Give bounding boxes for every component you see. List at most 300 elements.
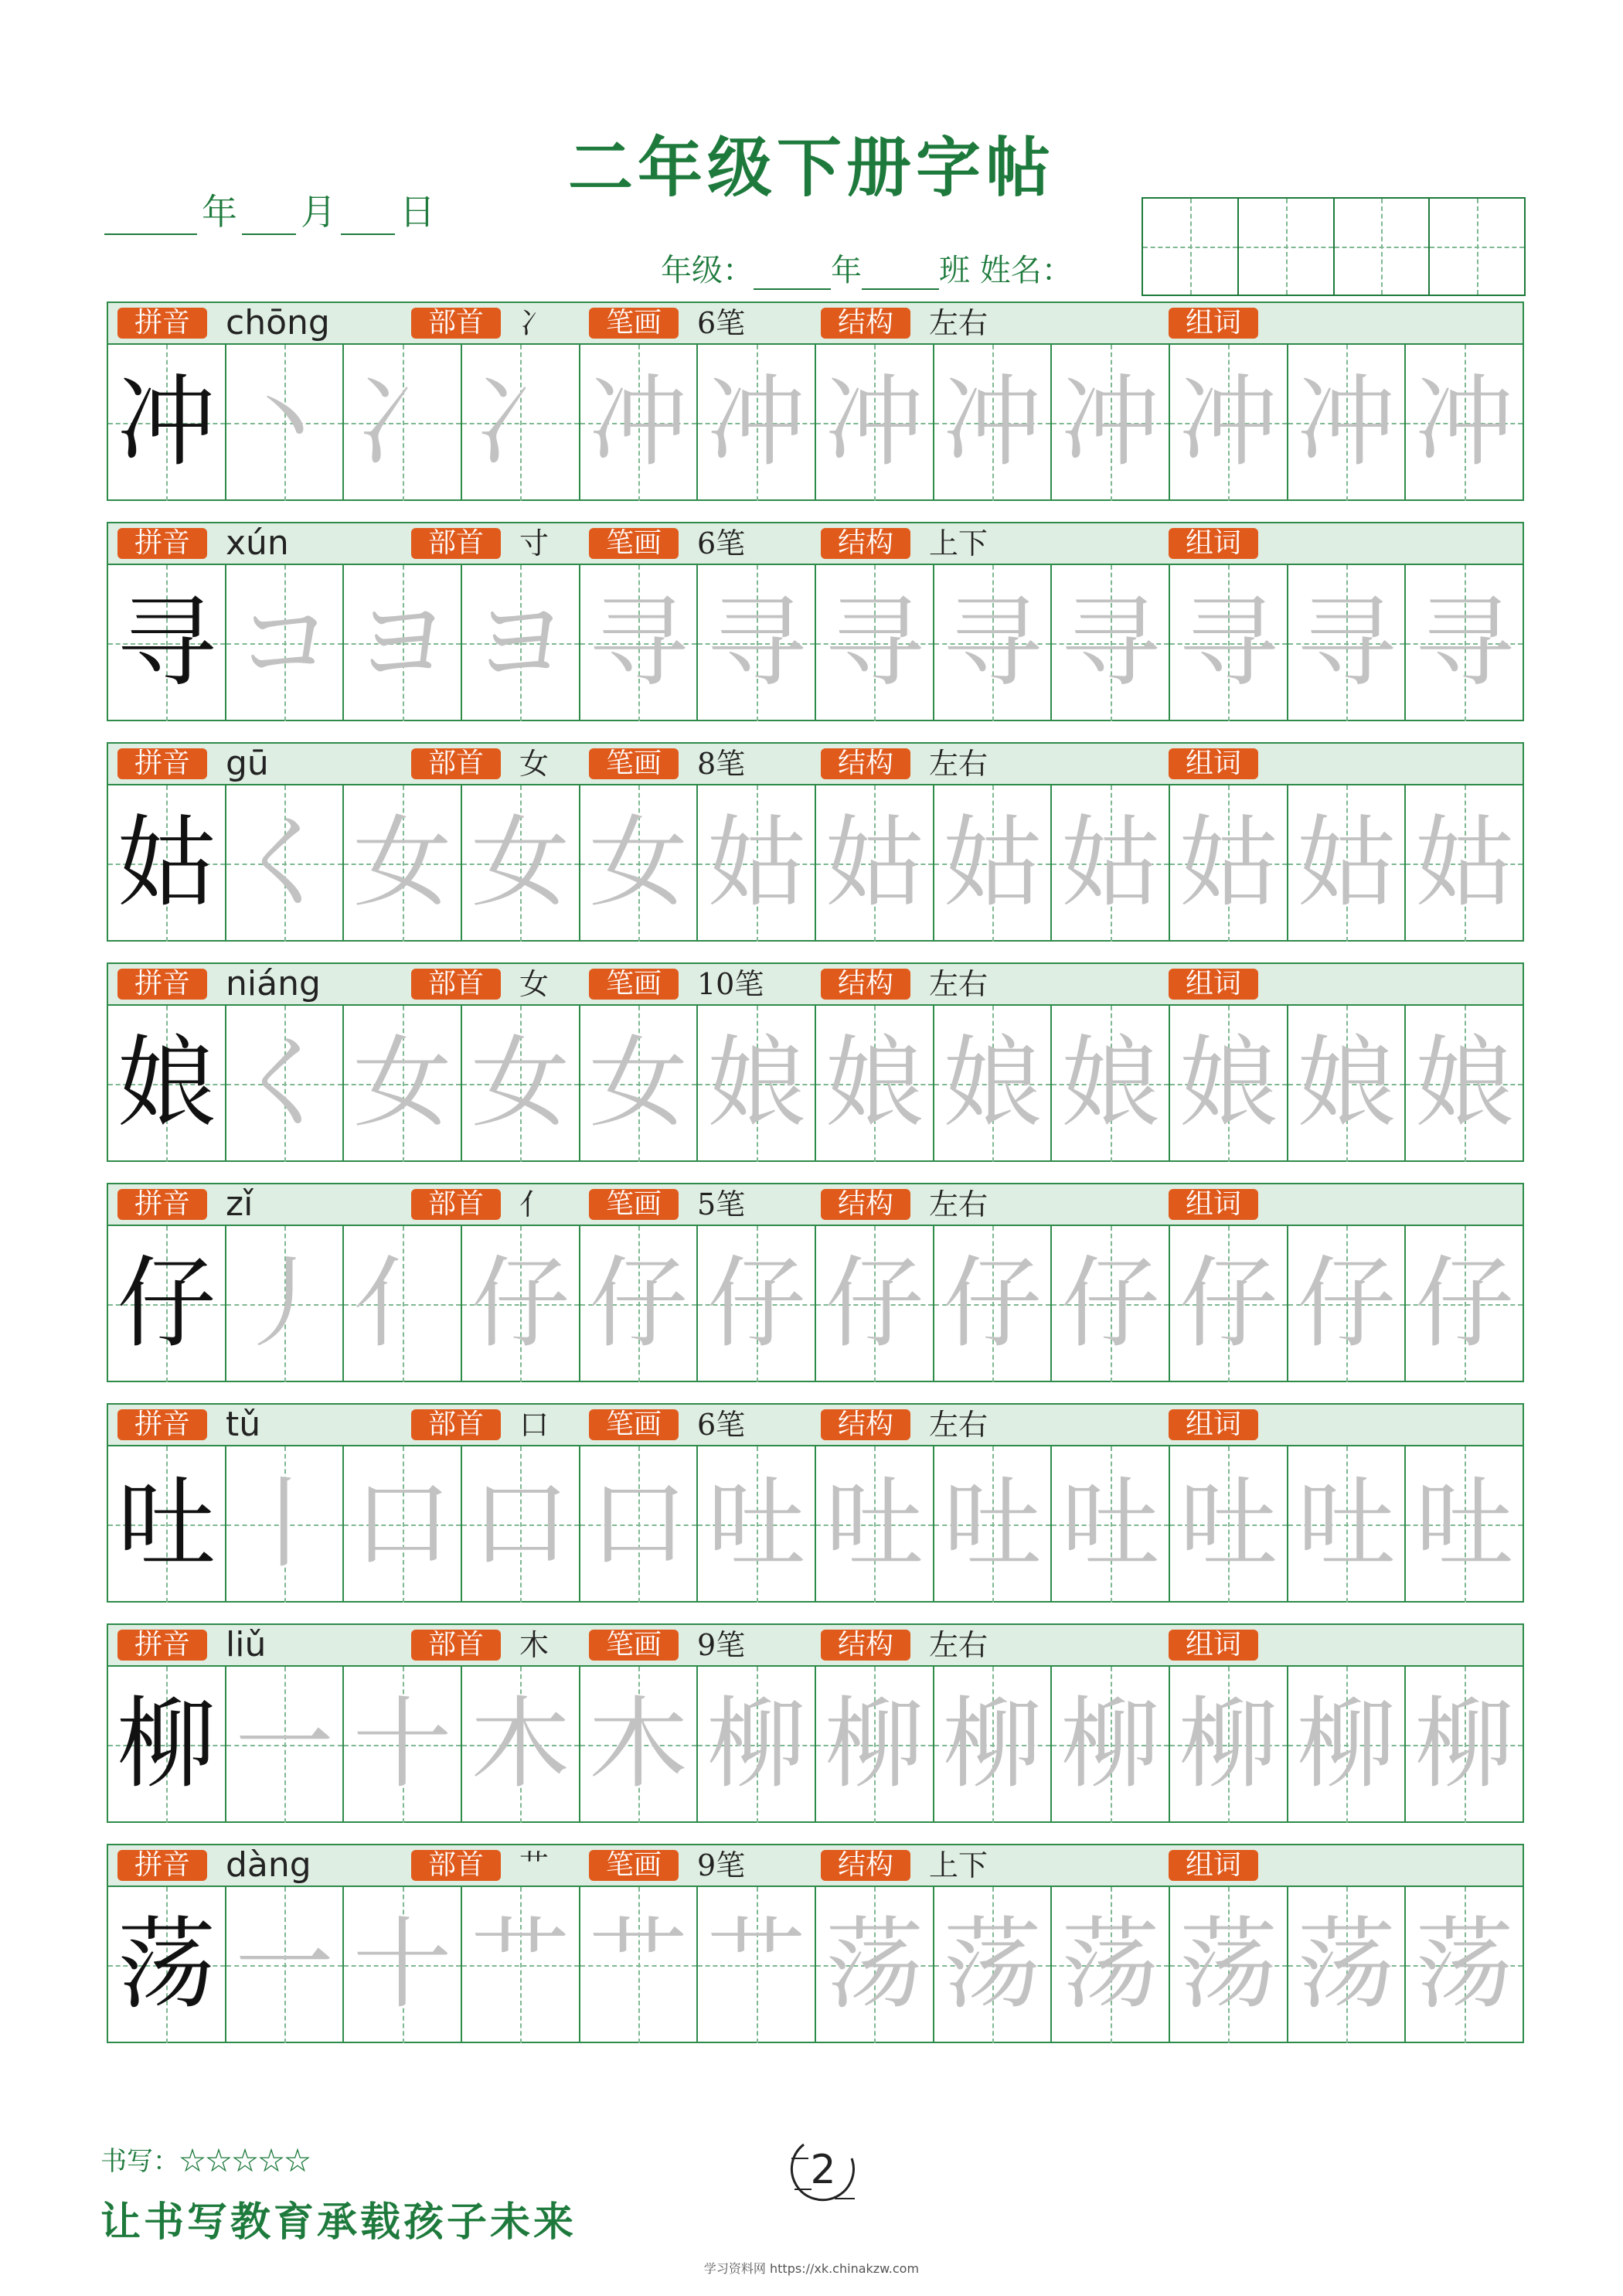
trace-stroke: 柳	[706, 1687, 806, 1802]
structure-tag: 结构	[821, 1630, 910, 1661]
trace-stroke: 仔	[706, 1246, 806, 1361]
day-blank[interactable]	[341, 198, 395, 235]
name-writing-boxes[interactable]	[1142, 197, 1526, 296]
trace-stroke: 寻	[1179, 585, 1278, 700]
trace-cell[interactable]	[344, 565, 462, 721]
trace-cell[interactable]	[698, 1667, 816, 1823]
trace-cell[interactable]	[226, 1887, 345, 2043]
strokes-value: 6笔	[697, 306, 746, 340]
trace-stroke: 十	[352, 1687, 452, 1802]
trace-stroke: 寻	[589, 585, 689, 700]
trace-stroke: 吐	[943, 1467, 1043, 1582]
trace-cell[interactable]	[226, 785, 345, 942]
trace-stroke: 娘	[825, 1026, 924, 1141]
trace-cell[interactable]	[580, 1006, 699, 1162]
structure-tag: 结构	[821, 528, 910, 559]
trace-cell[interactable]	[1170, 1446, 1288, 1603]
trace-cell[interactable]	[344, 1667, 462, 1823]
trace-stroke: 艹	[706, 1907, 806, 2022]
trace-cell[interactable]	[580, 345, 699, 501]
trace-cell[interactable]	[816, 1226, 934, 1382]
trace-stroke: 冫	[471, 365, 570, 480]
trace-cell[interactable]	[1052, 565, 1170, 721]
strokes-tag: 笔画	[589, 1409, 679, 1440]
trace-cell[interactable]	[1288, 345, 1407, 501]
trace-stroke: 十	[352, 1907, 452, 2022]
trace-cell[interactable]	[1170, 565, 1288, 721]
trace-stroke: 姑	[825, 806, 924, 921]
radical-value: 艹	[519, 1848, 550, 1882]
structure-value: 左右	[929, 306, 988, 340]
trace-stroke: 仔	[825, 1246, 924, 1361]
model-char-cell	[108, 1006, 226, 1162]
trace-cell[interactable]	[934, 785, 1053, 942]
structure-value: 左右	[929, 1187, 988, 1221]
trace-stroke: 吐	[1060, 1467, 1160, 1582]
radical-tag: 部首	[411, 969, 501, 1000]
trace-cell[interactable]	[344, 1006, 462, 1162]
strokes-value: 6笔	[697, 526, 746, 560]
writing-grid	[108, 1006, 1523, 1162]
trace-cell[interactable]	[816, 1446, 934, 1603]
trace-stroke: 木	[471, 1687, 570, 1802]
pinyin-value: dàng	[226, 1845, 311, 1885]
char-info-bar	[108, 744, 1523, 785]
writing-rating: 书写：☆☆☆☆☆	[100, 2146, 311, 2177]
trace-cell[interactable]	[698, 1226, 816, 1382]
trace-cell[interactable]	[934, 345, 1053, 501]
model-character: 冲	[117, 365, 216, 480]
trace-cell[interactable]	[1052, 1887, 1170, 2043]
char-block	[107, 1403, 1524, 1603]
trace-stroke: 娘	[706, 1026, 806, 1141]
date-line	[104, 184, 440, 235]
trace-cell[interactable]	[1288, 1006, 1407, 1162]
trace-stroke: 柳	[943, 1687, 1043, 1802]
trace-cell[interactable]	[462, 1446, 580, 1603]
trace-cell[interactable]	[580, 1226, 699, 1382]
trace-cell[interactable]	[462, 1006, 580, 1162]
slogan: 让书写教育承载孩子未来	[100, 2199, 577, 2246]
trace-stroke: 荡	[943, 1907, 1043, 2022]
words-tag: 组词	[1169, 748, 1258, 779]
model-char-cell	[108, 785, 226, 942]
trace-stroke: 荡	[825, 1907, 924, 2022]
trace-stroke: 柳	[1179, 1687, 1278, 1802]
trace-stroke: 口	[352, 1467, 452, 1582]
radical-tag: 部首	[411, 1850, 501, 1881]
model-character: 寻	[117, 585, 216, 700]
trace-stroke: 丶	[235, 365, 335, 480]
trace-cell[interactable]	[698, 1887, 816, 2043]
trace-stroke: 荡	[1297, 1907, 1397, 2022]
structure-tag: 结构	[821, 308, 910, 339]
trace-stroke: 丨	[235, 1467, 335, 1582]
char-block	[107, 1183, 1524, 1382]
trace-cell[interactable]	[462, 1667, 580, 1823]
trace-stroke: 女	[471, 806, 570, 921]
trace-cell[interactable]	[1052, 345, 1170, 501]
trace-cell[interactable]	[698, 785, 816, 942]
pinyin-tag: 拼音	[117, 1409, 207, 1440]
char-info-bar	[108, 1405, 1523, 1446]
words-tag: 组词	[1169, 528, 1258, 559]
char-block	[107, 1623, 1524, 1823]
name-box[interactable]	[1239, 199, 1335, 295]
pinyin-value: xún	[226, 523, 289, 563]
page-number: 2	[781, 2127, 866, 2213]
char-info-bar	[108, 964, 1523, 1006]
name-box[interactable]	[1430, 199, 1524, 295]
trace-cell[interactable]	[226, 1006, 345, 1162]
writing-grid	[108, 345, 1523, 501]
trace-stroke: 女	[589, 806, 689, 921]
trace-stroke: 冲	[1414, 365, 1514, 480]
trace-cell[interactable]	[462, 785, 580, 942]
structure-tag: 结构	[821, 1189, 910, 1220]
structure-value: 左右	[929, 747, 988, 781]
trace-cell[interactable]	[816, 345, 934, 501]
trace-stroke: 寻	[825, 585, 924, 700]
radical-value: 女	[519, 967, 550, 1001]
trace-stroke: 柳	[1414, 1687, 1514, 1802]
pinyin-tag: 拼音	[117, 748, 207, 779]
char-block	[107, 1844, 1524, 2043]
structure-value: 上下	[929, 1848, 988, 1882]
trace-stroke: く	[235, 806, 335, 921]
trace-stroke: 口	[589, 1467, 689, 1582]
grade-blank[interactable]	[754, 257, 831, 290]
trace-cell[interactable]	[1170, 1226, 1288, 1382]
name-box[interactable]	[1335, 199, 1431, 295]
char-block	[107, 962, 1524, 1162]
trace-cell[interactable]	[226, 1446, 345, 1603]
trace-cell[interactable]	[1052, 1006, 1170, 1162]
model-character: 姑	[117, 806, 216, 921]
trace-stroke: 姑	[1060, 806, 1160, 921]
pinyin-tag: 拼音	[117, 1850, 207, 1881]
trace-cell[interactable]	[1406, 1006, 1523, 1162]
trace-stroke: 寻	[943, 585, 1043, 700]
trace-stroke: 女	[471, 1026, 570, 1141]
strokes-tag: 笔画	[589, 748, 679, 779]
strokes-tag: 笔画	[589, 1189, 679, 1220]
pinyin-value: niáng	[226, 964, 321, 1003]
trace-stroke: 冲	[706, 365, 806, 480]
trace-cell[interactable]	[816, 1006, 934, 1162]
char-block	[107, 522, 1524, 721]
trace-stroke: 娘	[943, 1026, 1043, 1141]
pinyin-tag: 拼音	[117, 528, 207, 559]
trace-cell[interactable]	[1406, 345, 1523, 501]
trace-stroke: 吐	[1179, 1467, 1278, 1582]
strokes-value: 10笔	[697, 967, 764, 1001]
pinyin-tag: 拼音	[117, 1630, 207, 1661]
trace-stroke: 荡	[1060, 1907, 1160, 2022]
trace-cell[interactable]	[344, 785, 462, 942]
radical-value: 口	[519, 1408, 550, 1442]
trace-cell[interactable]	[580, 785, 699, 942]
radical-tag: 部首	[411, 1189, 501, 1220]
nian-label: 年	[831, 253, 862, 288]
month-label: 月	[301, 191, 336, 233]
practice-blocks	[107, 301, 1524, 2064]
pinyin-value: chōng	[226, 303, 330, 342]
strokes-value: 6笔	[697, 1408, 746, 1442]
pinyin-value: tǔ	[226, 1405, 261, 1444]
trace-stroke: 吐	[1297, 1467, 1397, 1582]
trace-cell[interactable]	[226, 1226, 345, 1382]
trace-stroke: 柳	[1060, 1687, 1160, 1802]
radical-tag: 部首	[411, 308, 501, 339]
student-info-line	[661, 246, 1073, 290]
trace-stroke: 仔	[1297, 1246, 1397, 1361]
trace-stroke: 丿	[235, 1246, 335, 1361]
trace-stroke: 口	[471, 1467, 570, 1582]
radical-value: 冫	[519, 306, 550, 340]
trace-cell[interactable]	[1052, 1446, 1170, 1603]
char-info-bar	[108, 523, 1523, 565]
trace-stroke: 娘	[1179, 1026, 1278, 1141]
strokes-value: 9笔	[697, 1848, 746, 1882]
trace-stroke: 柳	[825, 1687, 924, 1802]
strokes-value: 8笔	[697, 747, 746, 781]
trace-cell[interactable]	[1288, 1887, 1407, 2043]
structure-tag: 结构	[821, 1850, 910, 1881]
trace-stroke: 艹	[589, 1907, 689, 2022]
trace-cell[interactable]	[698, 345, 816, 501]
char-block	[107, 301, 1524, 501]
radical-value: 女	[519, 747, 550, 781]
trace-stroke: 荡	[1414, 1907, 1514, 2022]
trace-stroke: 一	[235, 1687, 335, 1802]
writing-grid	[108, 1226, 1523, 1382]
trace-cell[interactable]	[934, 565, 1053, 721]
month-blank[interactable]	[242, 198, 296, 235]
trace-cell[interactable]	[1170, 1006, 1288, 1162]
trace-cell[interactable]	[1170, 1887, 1288, 2043]
model-char-cell	[108, 1226, 226, 1382]
trace-stroke: 寻	[706, 585, 806, 700]
trace-cell[interactable]	[344, 345, 462, 501]
ban-label: 班	[939, 253, 970, 288]
trace-cell[interactable]	[1406, 1226, 1523, 1382]
strokes-tag: 笔画	[589, 308, 679, 339]
char-info-bar	[108, 1625, 1523, 1667]
trace-cell[interactable]	[1288, 1446, 1407, 1603]
trace-stroke: 吐	[1414, 1467, 1514, 1582]
trace-cell[interactable]	[1170, 1667, 1288, 1823]
trace-stroke: 冲	[1060, 365, 1160, 480]
radical-value: 亻	[519, 1187, 550, 1221]
writing-grid	[108, 785, 1523, 942]
trace-cell[interactable]	[226, 1667, 345, 1823]
char-info-bar	[108, 1184, 1523, 1226]
year-label: 年	[202, 191, 237, 233]
words-tag: 组词	[1169, 1409, 1258, 1440]
radical-tag: 部首	[411, 1630, 501, 1661]
page-title: 二年级下册字帖	[567, 129, 1055, 206]
trace-stroke: 仔	[589, 1246, 689, 1361]
trace-cell[interactable]	[816, 1667, 934, 1823]
trace-cell[interactable]	[1288, 1226, 1407, 1382]
structure-tag: 结构	[821, 1409, 910, 1440]
trace-cell[interactable]	[934, 1887, 1053, 2043]
trace-stroke: 柳	[1297, 1687, 1397, 1802]
trace-cell[interactable]	[698, 1446, 816, 1603]
pinyin-value: gū	[226, 744, 269, 783]
trace-cell[interactable]	[580, 1446, 699, 1603]
model-char-cell	[108, 345, 226, 501]
writing-grid	[108, 1887, 1523, 2043]
trace-cell[interactable]	[1406, 565, 1523, 721]
trace-stroke: 寻	[1297, 585, 1397, 700]
words-tag: 组词	[1169, 1850, 1258, 1881]
pinyin-value: zǐ	[226, 1184, 253, 1224]
trace-cell[interactable]	[1052, 1667, 1170, 1823]
trace-cell[interactable]	[934, 1006, 1053, 1162]
trace-cell[interactable]	[1288, 785, 1407, 942]
trace-cell[interactable]	[934, 1226, 1053, 1382]
structure-value: 左右	[929, 1628, 988, 1662]
trace-cell[interactable]	[1406, 1887, 1523, 2043]
model-character: 娘	[117, 1026, 216, 1141]
strokes-value: 5笔	[697, 1187, 746, 1221]
trace-stroke: 姑	[1179, 806, 1278, 921]
trace-stroke: 姑	[706, 806, 806, 921]
radical-tag: 部首	[411, 1409, 501, 1440]
trace-cell[interactable]	[698, 1006, 816, 1162]
trace-cell[interactable]	[1406, 785, 1523, 942]
strokes-tag: 笔画	[589, 1850, 679, 1881]
radical-value: 寸	[519, 526, 550, 560]
trace-cell[interactable]	[816, 1887, 934, 2043]
trace-cell[interactable]	[1406, 1446, 1523, 1603]
trace-stroke: 娘	[1297, 1026, 1397, 1141]
watermark: 学习资料网 https://xk.chinakzw.com	[703, 2261, 920, 2276]
structure-value: 左右	[929, 1408, 988, 1442]
trace-stroke: 女	[589, 1026, 689, 1141]
trace-cell[interactable]	[1052, 785, 1170, 942]
trace-stroke: 寻	[1060, 585, 1160, 700]
radical-value: 木	[519, 1628, 550, 1662]
trace-cell[interactable]	[1288, 565, 1407, 721]
trace-stroke: 冲	[1297, 365, 1397, 480]
trace-stroke: コ	[235, 585, 335, 700]
model-character: 荡	[117, 1907, 216, 2022]
trace-stroke: 吐	[706, 1467, 806, 1582]
words-tag: 组词	[1169, 1630, 1258, 1661]
name-box[interactable]	[1143, 199, 1239, 295]
structure-value: 上下	[929, 526, 988, 560]
model-character: 仔	[117, 1246, 216, 1361]
trace-stroke: 姑	[1414, 806, 1514, 921]
trace-stroke: 仔	[1179, 1246, 1278, 1361]
writing-grid	[108, 565, 1523, 721]
trace-cell[interactable]	[580, 1887, 699, 2043]
structure-tag: 结构	[821, 969, 910, 1000]
pinyin-tag: 拼音	[117, 969, 207, 1000]
trace-cell[interactable]	[1170, 785, 1288, 942]
trace-stroke: 寻	[1414, 585, 1514, 700]
trace-stroke: 冲	[825, 365, 924, 480]
model-char-cell	[108, 1667, 226, 1823]
model-char-cell	[108, 1887, 226, 2043]
trace-cell[interactable]	[934, 1667, 1053, 1823]
trace-stroke: 亻	[352, 1246, 452, 1361]
trace-cell[interactable]	[698, 565, 816, 721]
trace-cell[interactable]	[1170, 345, 1288, 501]
trace-cell[interactable]	[462, 565, 580, 721]
trace-stroke: 姑	[943, 806, 1043, 921]
trace-cell[interactable]	[934, 1446, 1053, 1603]
trace-cell[interactable]	[462, 1226, 580, 1382]
trace-cell[interactable]	[580, 1667, 699, 1823]
trace-cell[interactable]	[462, 1887, 580, 2043]
trace-cell[interactable]	[344, 1887, 462, 2043]
day-label: 日	[400, 191, 435, 233]
trace-stroke: 娘	[1060, 1026, 1160, 1141]
trace-cell[interactable]	[226, 345, 345, 501]
trace-cell[interactable]	[816, 785, 934, 942]
trace-cell[interactable]	[462, 345, 580, 501]
structure-value: 左右	[929, 967, 988, 1001]
writing-grid	[108, 1446, 1523, 1603]
trace-cell[interactable]	[816, 565, 934, 721]
writing-grid	[108, 1667, 1523, 1823]
char-block	[107, 742, 1524, 942]
name-label: 姓名：	[979, 253, 1073, 288]
trace-cell[interactable]	[344, 1226, 462, 1382]
trace-stroke: ヨ	[352, 585, 452, 700]
trace-stroke: 荡	[1179, 1907, 1278, 2022]
model-character: 柳	[117, 1687, 216, 1802]
strokes-tag: 笔画	[589, 1630, 679, 1661]
trace-cell[interactable]	[1288, 1667, 1407, 1823]
words-tag: 组词	[1169, 969, 1258, 1000]
char-info-bar	[108, 1845, 1523, 1887]
year-blank[interactable]	[104, 198, 197, 235]
structure-tag: 结构	[821, 748, 910, 779]
trace-cell[interactable]	[1052, 1226, 1170, 1382]
trace-stroke: 仔	[943, 1246, 1043, 1361]
trace-stroke: く	[235, 1026, 335, 1141]
trace-stroke: 冲	[1179, 365, 1278, 480]
words-tag: 组词	[1169, 1189, 1258, 1220]
trace-stroke: 冫	[352, 365, 452, 480]
model-char-cell	[108, 565, 226, 721]
trace-cell[interactable]	[580, 565, 699, 721]
pinyin-value: liǔ	[226, 1625, 267, 1664]
trace-stroke: 仔	[471, 1246, 570, 1361]
class-blank[interactable]	[862, 257, 939, 290]
trace-stroke: 一	[235, 1907, 335, 2022]
trace-cell[interactable]	[344, 1446, 462, 1603]
trace-stroke: 木	[589, 1687, 689, 1802]
trace-stroke: 仔	[1414, 1246, 1514, 1361]
pinyin-tag: 拼音	[117, 308, 207, 339]
trace-stroke: 冲	[943, 365, 1043, 480]
trace-cell[interactable]	[1406, 1667, 1523, 1823]
radical-tag: 部首	[411, 748, 501, 779]
trace-stroke: 吐	[825, 1467, 924, 1582]
model-char-cell	[108, 1446, 226, 1603]
trace-cell[interactable]	[226, 565, 345, 721]
trace-stroke: 女	[352, 806, 452, 921]
trace-stroke: 冲	[589, 365, 689, 480]
strokes-tag: 笔画	[589, 528, 679, 559]
trace-stroke: 姑	[1297, 806, 1397, 921]
